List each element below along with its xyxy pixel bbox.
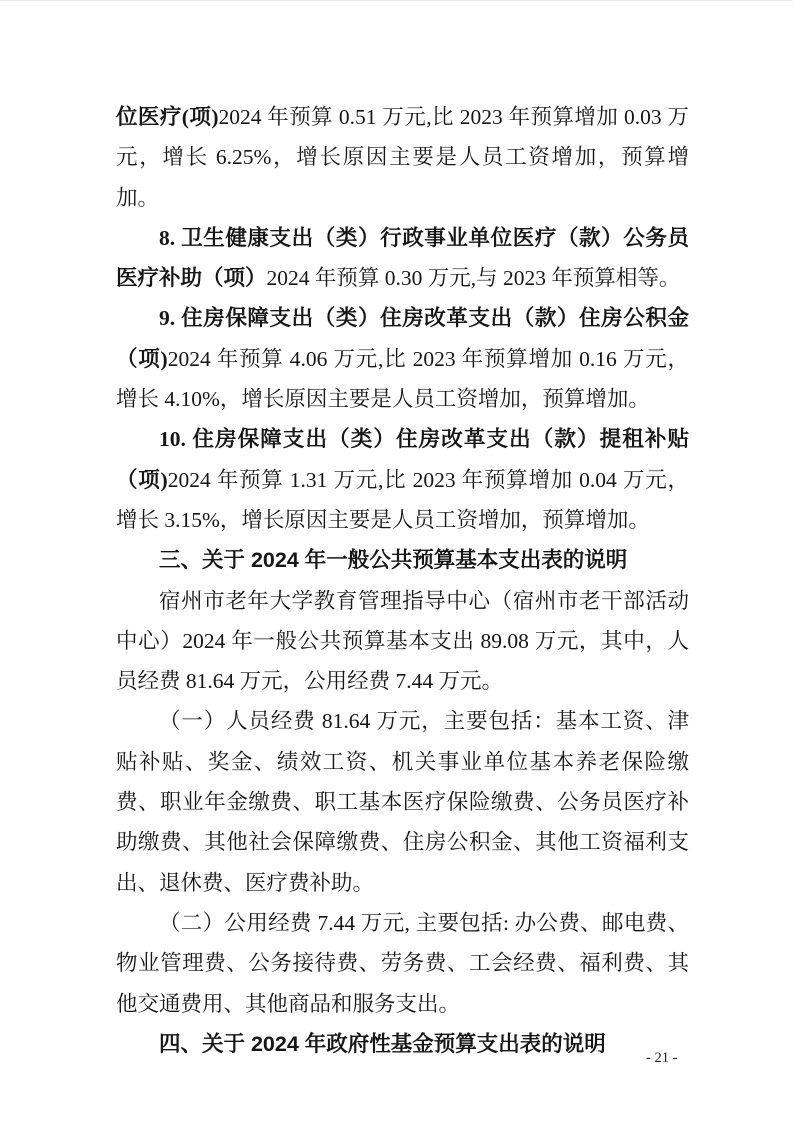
paragraph-item8 — [116, 218, 689, 299]
section-heading-4: 四、关于 2024 年政府性基金预算支出表的说明 — [159, 1031, 606, 1056]
paragraph-item7-continuation — [116, 97, 689, 218]
paragraph-budget-overview: 宿州市老年大学教育管理指导中心（宿州市老干部活动中心）2024 年一般公共预算基本支出 89.08 万元，其中，人员经费 81.64 万元，公用经费 7.44 万元。 — [116, 588, 689, 694]
item8-lead-bold: 8. 卫生健康支出（类）行政事业单位医疗（款）公务员医疗补助（项） — [116, 225, 689, 291]
paragraph-personnel-expense: （一）人员经费 81.64 万元，主要包括：基本工资、津贴补贴、奖金、绩效工资、机关事业单位基本养老保险缴费、职业年金缴费、职工基本医疗保险缴费、公务员医疗补助缴费、其他社会保障缴费、住房公积金、其他工资福利支出、退休费、医疗费补助。 — [116, 709, 689, 895]
item7-body-text: 2024 年预算 0.51 万元,比 2023 年预算增加 0.03 万元，增长 6.25%，增长原因主要是人员工资增加，预算增加。 — [116, 105, 689, 210]
section-heading-3: 三、关于 2024 年一般公共预算基本支出表的说明 — [159, 548, 628, 573]
item10-lead-bold: 10. 住房保障支出（类）住房改革支出（款）提租补贴（项) — [116, 427, 689, 492]
item7-lead-bold: 位医疗(项) — [116, 105, 219, 129]
paragraph-item9 — [116, 298, 689, 419]
page-number: - 21 - — [646, 1050, 678, 1066]
item9-body-text: 2024 年预算 4.06 万元,比 2023 年预算增加 0.16 万元，增长 4.10%，增长原因主要是人员工资增加，预算增加。 — [116, 346, 689, 412]
item8-body-text: 2024 年预算 0.30 万元,与 2023 年预算相等。 — [266, 266, 681, 291]
item10-body-text: 2024 年预算 1.31 万元,比 2023 年预算增加 0.04 万元，增长 3.15%，增长原因主要是人员工资增加，预算增加。 — [116, 467, 689, 532]
paragraph-public-expense: （二）公用经费 7.44 万元, 主要包括: 办公费、邮电费、物业管理费、公务接待费、劳务费、工会经费、福利费、其他交通费用、其他商品和服务支出。 — [116, 910, 689, 1016]
paragraph-item10 — [116, 419, 689, 540]
item9-lead-bold: 9. 住房保障支出（类）住房改革支出（款）住房公积金（项) — [116, 306, 689, 371]
document-text-block — [116, 97, 689, 1064]
